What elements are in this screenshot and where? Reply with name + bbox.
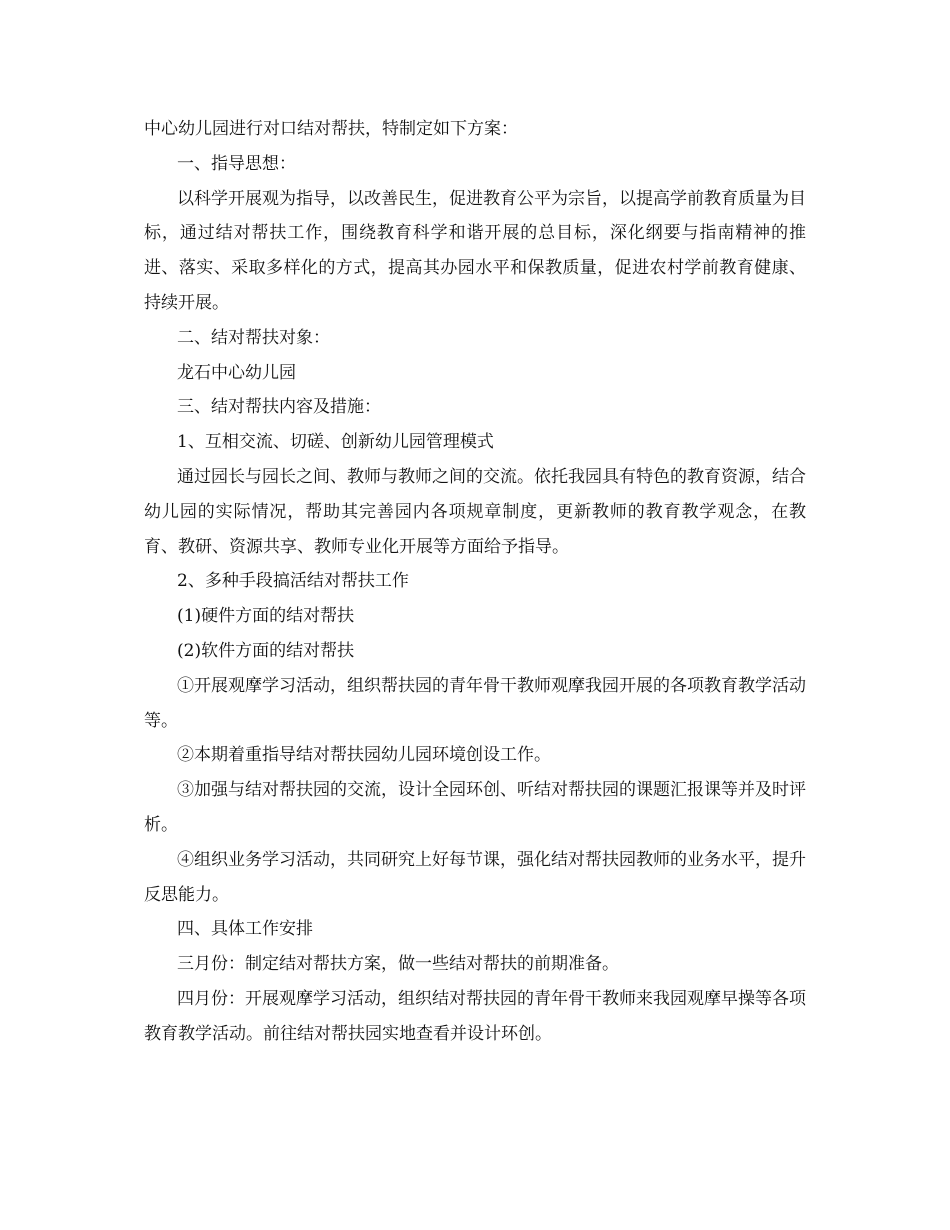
- subheading-management-mode: 1、互相交流、切磋、创新幼儿园管理模式: [177, 432, 494, 453]
- paragraph-guiding-thought: 以科学开展观为指导，以改善民生，促进教育公平为宗旨，以提高学前教育质量为目标，通过结对帮扶工作，围绕教育科学和谐开展的总目标，深化纲要与指南精神的推进、落实、采取多样化的方式，提高其办园水平和保教质量，促进农村学前教育健康、持续开展。: [144, 188, 806, 313]
- section-heading-schedule: 四、具体工作安排: [177, 919, 313, 940]
- list-item-observation: ①开展观摩学习活动，组织帮扶园的青年骨干教师观摩我园开展的各项教育教学活动等。: [144, 675, 806, 731]
- list-item-environment: ②本期着重指导结对帮扶园幼儿园环境创设工作。: [177, 745, 551, 766]
- list-item-hardware: (1)硬件方面的结对帮扶: [177, 606, 355, 627]
- section-heading-target: 二、结对帮扶对象：: [177, 327, 330, 348]
- section-heading-content-measures: 三、结对帮扶内容及措施：: [177, 397, 381, 418]
- list-item-software: (2)软件方面的结对帮扶: [177, 640, 355, 661]
- paragraph-march: 三月份：制定结对帮扶方案，做一些结对帮扶的前期准备。: [177, 954, 619, 975]
- paragraph-april: 四月份：开展观摩学习活动，组织结对帮扶园的青年骨干教师来我园观摩早操等各项教育教学活动。前往结对帮扶园实地查看并设计环创。: [144, 988, 806, 1044]
- list-item-communication: ③加强与结对帮扶园的交流，设计全园环创、听结对帮扶园的课题汇报课等并及时评析。: [144, 780, 806, 835]
- section-heading-guiding-thought: 一、指导思想：: [177, 153, 296, 174]
- paragraph-intro: 中心幼儿园进行对口结对帮扶，特制定如下方案：: [144, 119, 518, 139]
- paragraph-management-mode: 通过园长与园长之间、教师与教师之间的交流。依托我园具有特色的教育资源，结合幼儿园的实际情况，帮助其完善园内各项规章制度，更新教师的教育教学观念，在教育、教研、资源共享、教师专业化开展等方面给予指导。: [144, 466, 806, 557]
- subheading-multiple-means: 2、多种手段搞活结对帮扶工作: [177, 571, 409, 592]
- document-body: [144, 112, 806, 1052]
- paragraph-target: 龙石中心幼儿园: [177, 362, 296, 383]
- list-item-study-activity: ④组织业务学习活动，共同研究上好每节课，强化结对帮扶园教师的业务水平，提升反思能力。: [144, 849, 806, 905]
